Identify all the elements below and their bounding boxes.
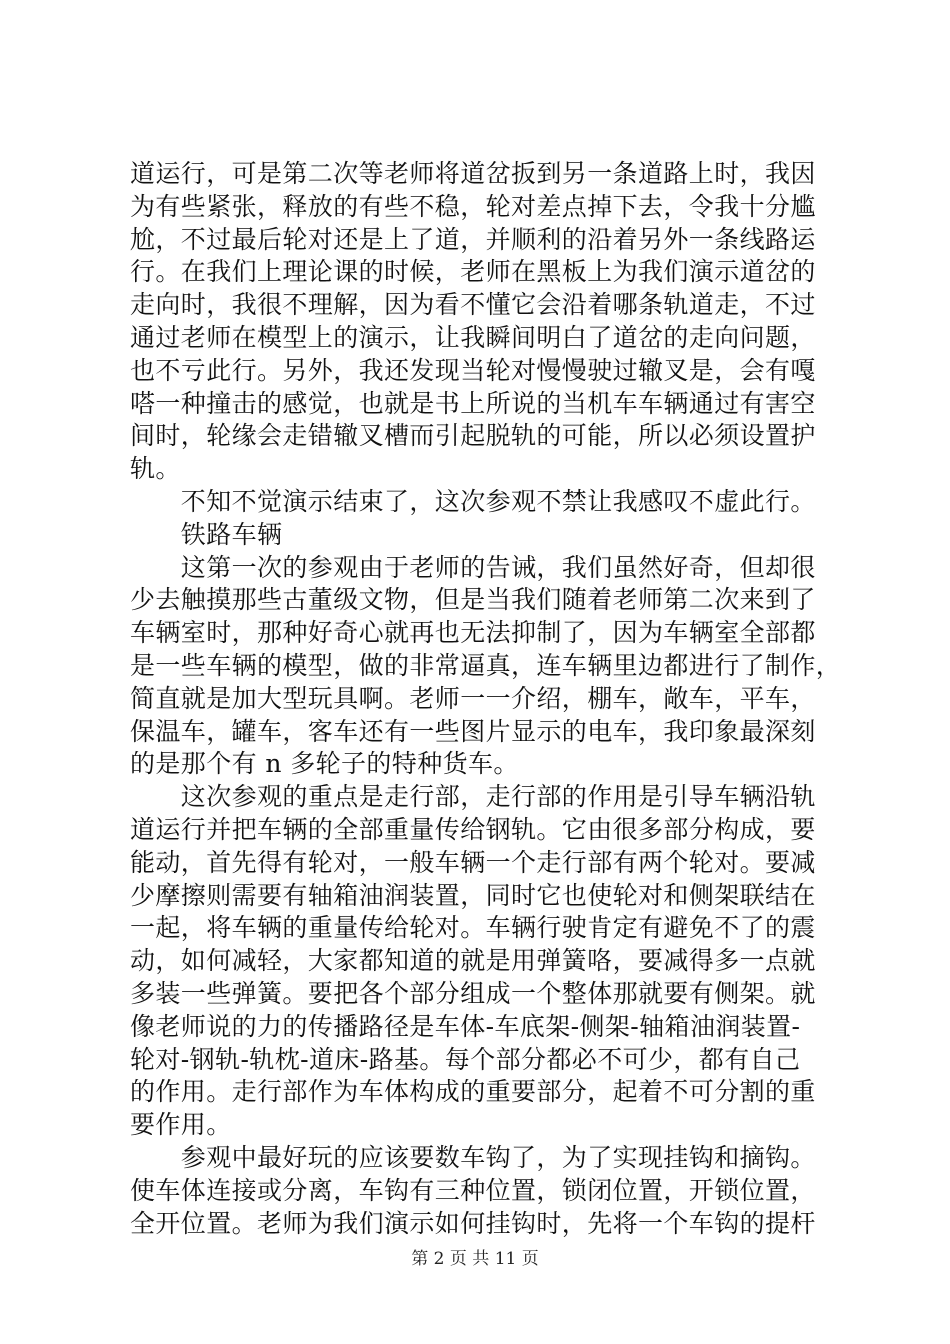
text-line: 通过老师在模型上的演示，让我瞬间明白了道岔的走向问题， <box>130 322 816 352</box>
text-line: 是一些车辆的模型，做的非常逼真，连车辆里边都进行了制作， <box>130 650 842 680</box>
text-line: 全开位置。老师为我们演示如何挂钩时，先将一个车钩的提杆 <box>130 1208 816 1238</box>
text-line: 也不亏此行。另外，我还发现当轮对慢慢驶过辙叉是，会有嘎 <box>130 355 816 385</box>
body-text <box>130 158 842 1240</box>
text-line: 道运行，可是第二次等老师将道岔扳到另一条道路上时，我因 <box>130 159 816 188</box>
page-footer: 第 2 页 共 11 页 <box>411 1249 539 1269</box>
text-line: 要作用。 <box>130 1110 232 1140</box>
text-line: 使车体连接或分离，车钩有三种位置，锁闭位置，开锁位置， <box>130 1175 816 1205</box>
text-line: 这次参观的重点是走行部，走行部的作用是引导车辆沿轨 <box>130 782 816 812</box>
text-line: 不知不觉演示结束了，这次参观不禁让我感叹不虚此行。 <box>130 486 816 516</box>
text-line: 参观中最好玩的应该要数车钩了，为了实现挂钩和摘钩。 <box>130 1142 816 1172</box>
text-line: 的作用。走行部作为车体构成的重要部分，起着不可分割的重 <box>130 1077 816 1107</box>
text-line: 少摩擦则需要有轴箱油润装置，同时它也使轮对和侧架联结在 <box>130 880 816 910</box>
text-line: 保温车，罐车，客车还有一些图片显示的电车，我印象最深刻 <box>130 716 816 746</box>
text-line: 能动，首先得有轮对，一般车辆一个走行部有两个轮对。要减 <box>130 847 816 877</box>
text-line: 轮对-钢轨-轨枕-道床-路基。每个部分都必不可少，都有自己 <box>130 1044 801 1074</box>
text-line: 像老师说的力的传播路径是车体-车底架-侧架-轴箱油润装置- <box>130 1011 801 1041</box>
text-line: 一起，将车辆的重量传给轮对。车辆行驶肯定有避免不了的震 <box>130 913 816 943</box>
text-line: 走向时，我很不理解，因为看不懂它会沿着哪条轨道走，不过 <box>130 290 816 320</box>
text-line: 的是那个有 n 多轮子的特种货车。 <box>130 749 519 779</box>
text-line: 嗒一种撞击的感觉，也就是书上所说的当机车车辆通过有害空 <box>130 388 816 418</box>
text-line: 行。在我们上理论课的时候，老师在黑板上为我们演示道岔的 <box>130 257 816 287</box>
text-line: 轨。 <box>130 454 181 484</box>
text-line: 道运行并把车辆的全部重量传给钢轨。它由很多部分构成，要 <box>130 814 816 844</box>
text-line: 动，如何减轻，大家都知道的就是用弹簧咯，要减得多一点就 <box>130 946 816 976</box>
text-line: 铁路车辆 <box>130 519 283 549</box>
text-line: 多装一些弹簧。要把各个部分组成一个整体那就要有侧架。就 <box>130 978 816 1008</box>
text-line: 这第一次的参观由于老师的告诫，我们虽然好奇，但却很 <box>130 552 816 582</box>
text-line: 间时，轮缘会走错辙叉槽而引起脱轨的可能，所以必须设置护 <box>130 421 816 451</box>
text-line: 少去触摸那些古董级文物，但是当我们随着老师第二次来到了 <box>130 585 816 615</box>
text-line: 简直就是加大型玩具啊。老师一一介绍，棚车，敞车，平车， <box>130 683 816 713</box>
text-line: 车辆室时，那种好奇心就再也无法抑制了，因为车辆室全部都 <box>130 618 816 648</box>
text-line: 尬，不过最后轮对还是上了道，并顺利的沿着另外一条线路运 <box>130 224 816 254</box>
text-line: 为有些紧张，释放的有些不稳，轮对差点掉下去，令我十分尴 <box>130 191 816 221</box>
